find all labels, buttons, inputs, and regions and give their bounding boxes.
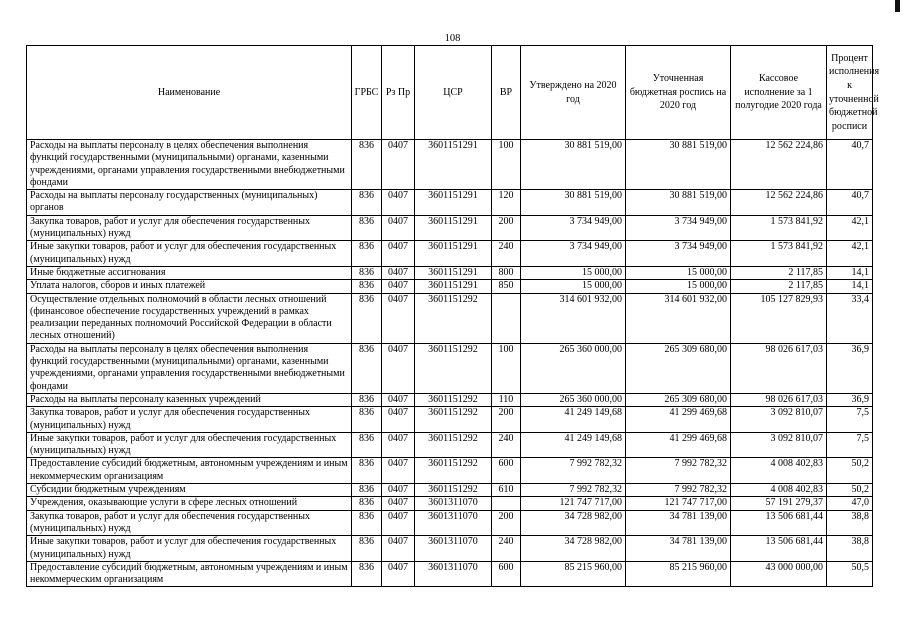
row-percent: 42,1 xyxy=(827,215,873,241)
row-cash: 43 000 000,00 xyxy=(731,561,827,587)
row-rzpr: 0407 xyxy=(382,432,415,458)
row-vr xyxy=(492,497,521,510)
table-row xyxy=(27,561,873,587)
row-cash: 3 092 810,07 xyxy=(731,432,827,458)
row-name: Иные бюджетные ассигнования xyxy=(27,266,352,279)
row-csr: 3601151291 xyxy=(415,190,492,216)
row-percent: 38,8 xyxy=(827,510,873,536)
row-vr: 850 xyxy=(492,280,521,293)
row-grbs: 836 xyxy=(352,393,382,406)
row-cash: 1 573 841,92 xyxy=(731,241,827,267)
row-refined: 265 309 680,00 xyxy=(626,343,731,393)
table-row xyxy=(27,293,873,343)
row-vr: 240 xyxy=(492,241,521,267)
header-rzpr: Рз Пр xyxy=(382,46,415,140)
row-percent: 38,8 xyxy=(827,536,873,562)
table-row xyxy=(27,484,873,497)
row-cash: 2 117,85 xyxy=(731,280,827,293)
table-row xyxy=(27,458,873,484)
row-csr: 3601151292 xyxy=(415,432,492,458)
row-csr: 3601151291 xyxy=(415,241,492,267)
row-csr: 3601311070 xyxy=(415,536,492,562)
row-rzpr: 0407 xyxy=(382,190,415,216)
row-percent: 14,1 xyxy=(827,266,873,279)
row-refined: 41 299 469,68 xyxy=(626,432,731,458)
row-percent: 42,1 xyxy=(827,241,873,267)
table-row xyxy=(27,432,873,458)
row-cash: 2 117,85 xyxy=(731,266,827,279)
row-rzpr: 0407 xyxy=(382,497,415,510)
row-name: Учреждения, оказывающие услуги в сфере лесных отношений xyxy=(27,497,352,510)
table-row xyxy=(27,190,873,216)
table-row xyxy=(27,393,873,406)
row-grbs: 836 xyxy=(352,497,382,510)
row-name: Уплата налогов, сборов и иных платежей xyxy=(27,280,352,293)
header-grbs: ГРБС xyxy=(352,46,382,140)
row-percent: 40,7 xyxy=(827,140,873,190)
row-rzpr: 0407 xyxy=(382,293,415,343)
table-row xyxy=(27,241,873,267)
row-grbs: 836 xyxy=(352,343,382,393)
row-approved: 265 360 000,00 xyxy=(521,343,626,393)
row-grbs: 836 xyxy=(352,484,382,497)
row-vr: 610 xyxy=(492,484,521,497)
row-grbs: 836 xyxy=(352,407,382,433)
row-refined: 3 734 949,00 xyxy=(626,241,731,267)
table-row xyxy=(27,215,873,241)
row-refined: 121 747 717,00 xyxy=(626,497,731,510)
row-name: Осуществление отдельных полномочий в области лесных отношений (финансовое обеспечение государственных учреждений в рамках реализации переданных полномочий Российской Федерации в области лесных отношений) xyxy=(27,293,352,343)
table-header-row xyxy=(27,46,873,140)
row-rzpr: 0407 xyxy=(382,215,415,241)
row-rzpr: 0407 xyxy=(382,561,415,587)
table-row xyxy=(27,266,873,279)
row-name: Иные закупки товаров, работ и услуг для обеспечения государственных (муниципальных) нужд xyxy=(27,432,352,458)
row-cash: 98 026 617,03 xyxy=(731,343,827,393)
row-name: Расходы на выплаты персоналу государственных (муниципальных) органов xyxy=(27,190,352,216)
row-percent: 47,0 xyxy=(827,497,873,510)
row-grbs: 836 xyxy=(352,536,382,562)
row-name: Иные закупки товаров, работ и услуг для обеспечения государственных (муниципальных) нужд xyxy=(27,241,352,267)
header-name: Наименование xyxy=(27,46,352,140)
row-name: Субсидии бюджетным учреждениям xyxy=(27,484,352,497)
row-vr: 200 xyxy=(492,215,521,241)
row-vr: 240 xyxy=(492,536,521,562)
row-grbs: 836 xyxy=(352,561,382,587)
row-rzpr: 0407 xyxy=(382,343,415,393)
row-vr: 110 xyxy=(492,393,521,406)
row-csr: 3601151291 xyxy=(415,140,492,190)
row-rzpr: 0407 xyxy=(382,140,415,190)
row-name: Закупка товаров, работ и услуг для обеспечения государственных (муниципальных) нужд xyxy=(27,407,352,433)
table-row xyxy=(27,536,873,562)
row-refined: 41 299 469,68 xyxy=(626,407,731,433)
row-rzpr: 0407 xyxy=(382,510,415,536)
row-cash: 12 562 224,86 xyxy=(731,140,827,190)
row-name: Предоставление субсидий бюджетным, автономным учреждениям и иным некоммерческим организациям xyxy=(27,458,352,484)
row-cash: 105 127 829,93 xyxy=(731,293,827,343)
row-vr: 100 xyxy=(492,343,521,393)
row-rzpr: 0407 xyxy=(382,458,415,484)
row-approved: 15 000,00 xyxy=(521,280,626,293)
row-percent: 7,5 xyxy=(827,407,873,433)
row-approved: 121 747 717,00 xyxy=(521,497,626,510)
row-approved: 15 000,00 xyxy=(521,266,626,279)
row-approved: 3 734 949,00 xyxy=(521,241,626,267)
row-refined: 7 992 782,32 xyxy=(626,484,731,497)
row-csr: 3601151291 xyxy=(415,266,492,279)
row-name: Расходы на выплаты персоналу казенных учреждений xyxy=(27,393,352,406)
row-name: Расходы на выплаты персоналу в целях обеспечения выполнения функций государственными (муниципальными) органами, казенными учреждениями, органами управления государственными внебюджетными фондами xyxy=(27,343,352,393)
row-name: Закупка товаров, работ и услуг для обеспечения государственных (муниципальных) нужд xyxy=(27,510,352,536)
row-name: Иные закупки товаров, работ и услуг для обеспечения государственных (муниципальных) нужд xyxy=(27,536,352,562)
row-grbs: 836 xyxy=(352,293,382,343)
row-rzpr: 0407 xyxy=(382,266,415,279)
row-cash: 3 092 810,07 xyxy=(731,407,827,433)
row-csr: 3601311070 xyxy=(415,561,492,587)
table-row xyxy=(27,343,873,393)
row-vr: 240 xyxy=(492,432,521,458)
row-percent: 14,1 xyxy=(827,280,873,293)
row-approved: 41 249 149,68 xyxy=(521,432,626,458)
row-cash: 12 562 224,86 xyxy=(731,190,827,216)
table-row xyxy=(27,497,873,510)
row-vr: 200 xyxy=(492,510,521,536)
row-approved: 30 881 519,00 xyxy=(521,140,626,190)
row-cash: 98 026 617,03 xyxy=(731,393,827,406)
row-grbs: 836 xyxy=(352,266,382,279)
row-csr: 3601311070 xyxy=(415,510,492,536)
row-vr: 200 xyxy=(492,407,521,433)
row-refined: 314 601 932,00 xyxy=(626,293,731,343)
header-refined: Уточненная бюджетная роспись на 2020 год xyxy=(626,46,731,140)
row-csr: 3601151291 xyxy=(415,215,492,241)
row-csr: 3601151292 xyxy=(415,484,492,497)
row-vr: 800 xyxy=(492,266,521,279)
row-grbs: 836 xyxy=(352,458,382,484)
row-refined: 7 992 782,32 xyxy=(626,458,731,484)
row-approved: 7 992 782,32 xyxy=(521,484,626,497)
row-refined: 15 000,00 xyxy=(626,280,731,293)
table-row xyxy=(27,407,873,433)
row-refined: 265 309 680,00 xyxy=(626,393,731,406)
row-cash: 13 506 681,44 xyxy=(731,536,827,562)
row-cash: 4 008 402,83 xyxy=(731,484,827,497)
scan-mark xyxy=(895,0,900,12)
row-percent: 50,2 xyxy=(827,484,873,497)
row-percent: 40,7 xyxy=(827,190,873,216)
row-cash: 4 008 402,83 xyxy=(731,458,827,484)
row-grbs: 836 xyxy=(352,215,382,241)
header-csr: ЦСР xyxy=(415,46,492,140)
row-refined: 34 781 139,00 xyxy=(626,510,731,536)
table-row xyxy=(27,280,873,293)
row-vr: 600 xyxy=(492,458,521,484)
row-percent: 7,5 xyxy=(827,432,873,458)
row-approved: 314 601 932,00 xyxy=(521,293,626,343)
table-row xyxy=(27,510,873,536)
table-row xyxy=(27,140,873,190)
row-cash: 13 506 681,44 xyxy=(731,510,827,536)
row-approved: 7 992 782,32 xyxy=(521,458,626,484)
row-csr: 3601151292 xyxy=(415,407,492,433)
row-percent: 33,4 xyxy=(827,293,873,343)
row-approved: 41 249 149,68 xyxy=(521,407,626,433)
row-approved: 85 215 960,00 xyxy=(521,561,626,587)
row-rzpr: 0407 xyxy=(382,393,415,406)
row-refined: 3 734 949,00 xyxy=(626,215,731,241)
row-refined: 85 215 960,00 xyxy=(626,561,731,587)
row-cash: 57 191 279,37 xyxy=(731,497,827,510)
row-vr xyxy=(492,293,521,343)
row-grbs: 836 xyxy=(352,510,382,536)
row-refined: 30 881 519,00 xyxy=(626,190,731,216)
row-refined: 30 881 519,00 xyxy=(626,140,731,190)
row-rzpr: 0407 xyxy=(382,484,415,497)
row-grbs: 836 xyxy=(352,241,382,267)
row-grbs: 836 xyxy=(352,280,382,293)
row-grbs: 836 xyxy=(352,432,382,458)
row-csr: 3601151292 xyxy=(415,458,492,484)
row-name: Закупка товаров, работ и услуг для обеспечения государственных (муниципальных) нужд xyxy=(27,215,352,241)
header-approved: Утверждено на 2020 год xyxy=(521,46,626,140)
row-grbs: 836 xyxy=(352,140,382,190)
row-name: Предоставление субсидий бюджетным, автономным учреждениям и иным некоммерческим организациям xyxy=(27,561,352,587)
row-approved: 265 360 000,00 xyxy=(521,393,626,406)
row-rzpr: 0407 xyxy=(382,280,415,293)
row-csr: 3601151292 xyxy=(415,393,492,406)
row-percent: 36,9 xyxy=(827,343,873,393)
header-percent: Процент исполнения к уточненной бюджетной росписи xyxy=(827,46,873,140)
row-approved: 30 881 519,00 xyxy=(521,190,626,216)
row-refined: 15 000,00 xyxy=(626,266,731,279)
row-rzpr: 0407 xyxy=(382,241,415,267)
row-vr: 120 xyxy=(492,190,521,216)
row-rzpr: 0407 xyxy=(382,407,415,433)
row-refined: 34 781 139,00 xyxy=(626,536,731,562)
row-csr: 3601151292 xyxy=(415,293,492,343)
row-percent: 36,9 xyxy=(827,393,873,406)
header-vr: ВР xyxy=(492,46,521,140)
header-cash: Кассовое исполнение за 1 полугодие 2020 года xyxy=(731,46,827,140)
row-percent: 50,5 xyxy=(827,561,873,587)
row-csr: 3601151292 xyxy=(415,343,492,393)
row-approved: 34 728 982,00 xyxy=(521,510,626,536)
row-csr: 3601311070 xyxy=(415,497,492,510)
row-rzpr: 0407 xyxy=(382,536,415,562)
page-number: 108 xyxy=(444,33,461,44)
row-approved: 3 734 949,00 xyxy=(521,215,626,241)
row-percent: 50,2 xyxy=(827,458,873,484)
row-csr: 3601151291 xyxy=(415,280,492,293)
row-approved: 34 728 982,00 xyxy=(521,536,626,562)
row-name: Расходы на выплаты персоналу в целях обеспечения выполнения функций государственными (муниципальными) органами, казенными учреждениями, органами управления государственными внебюджетными фондами xyxy=(27,140,352,190)
row-vr: 600 xyxy=(492,561,521,587)
row-grbs: 836 xyxy=(352,190,382,216)
row-vr: 100 xyxy=(492,140,521,190)
row-cash: 1 573 841,92 xyxy=(731,215,827,241)
budget-table xyxy=(26,45,880,587)
